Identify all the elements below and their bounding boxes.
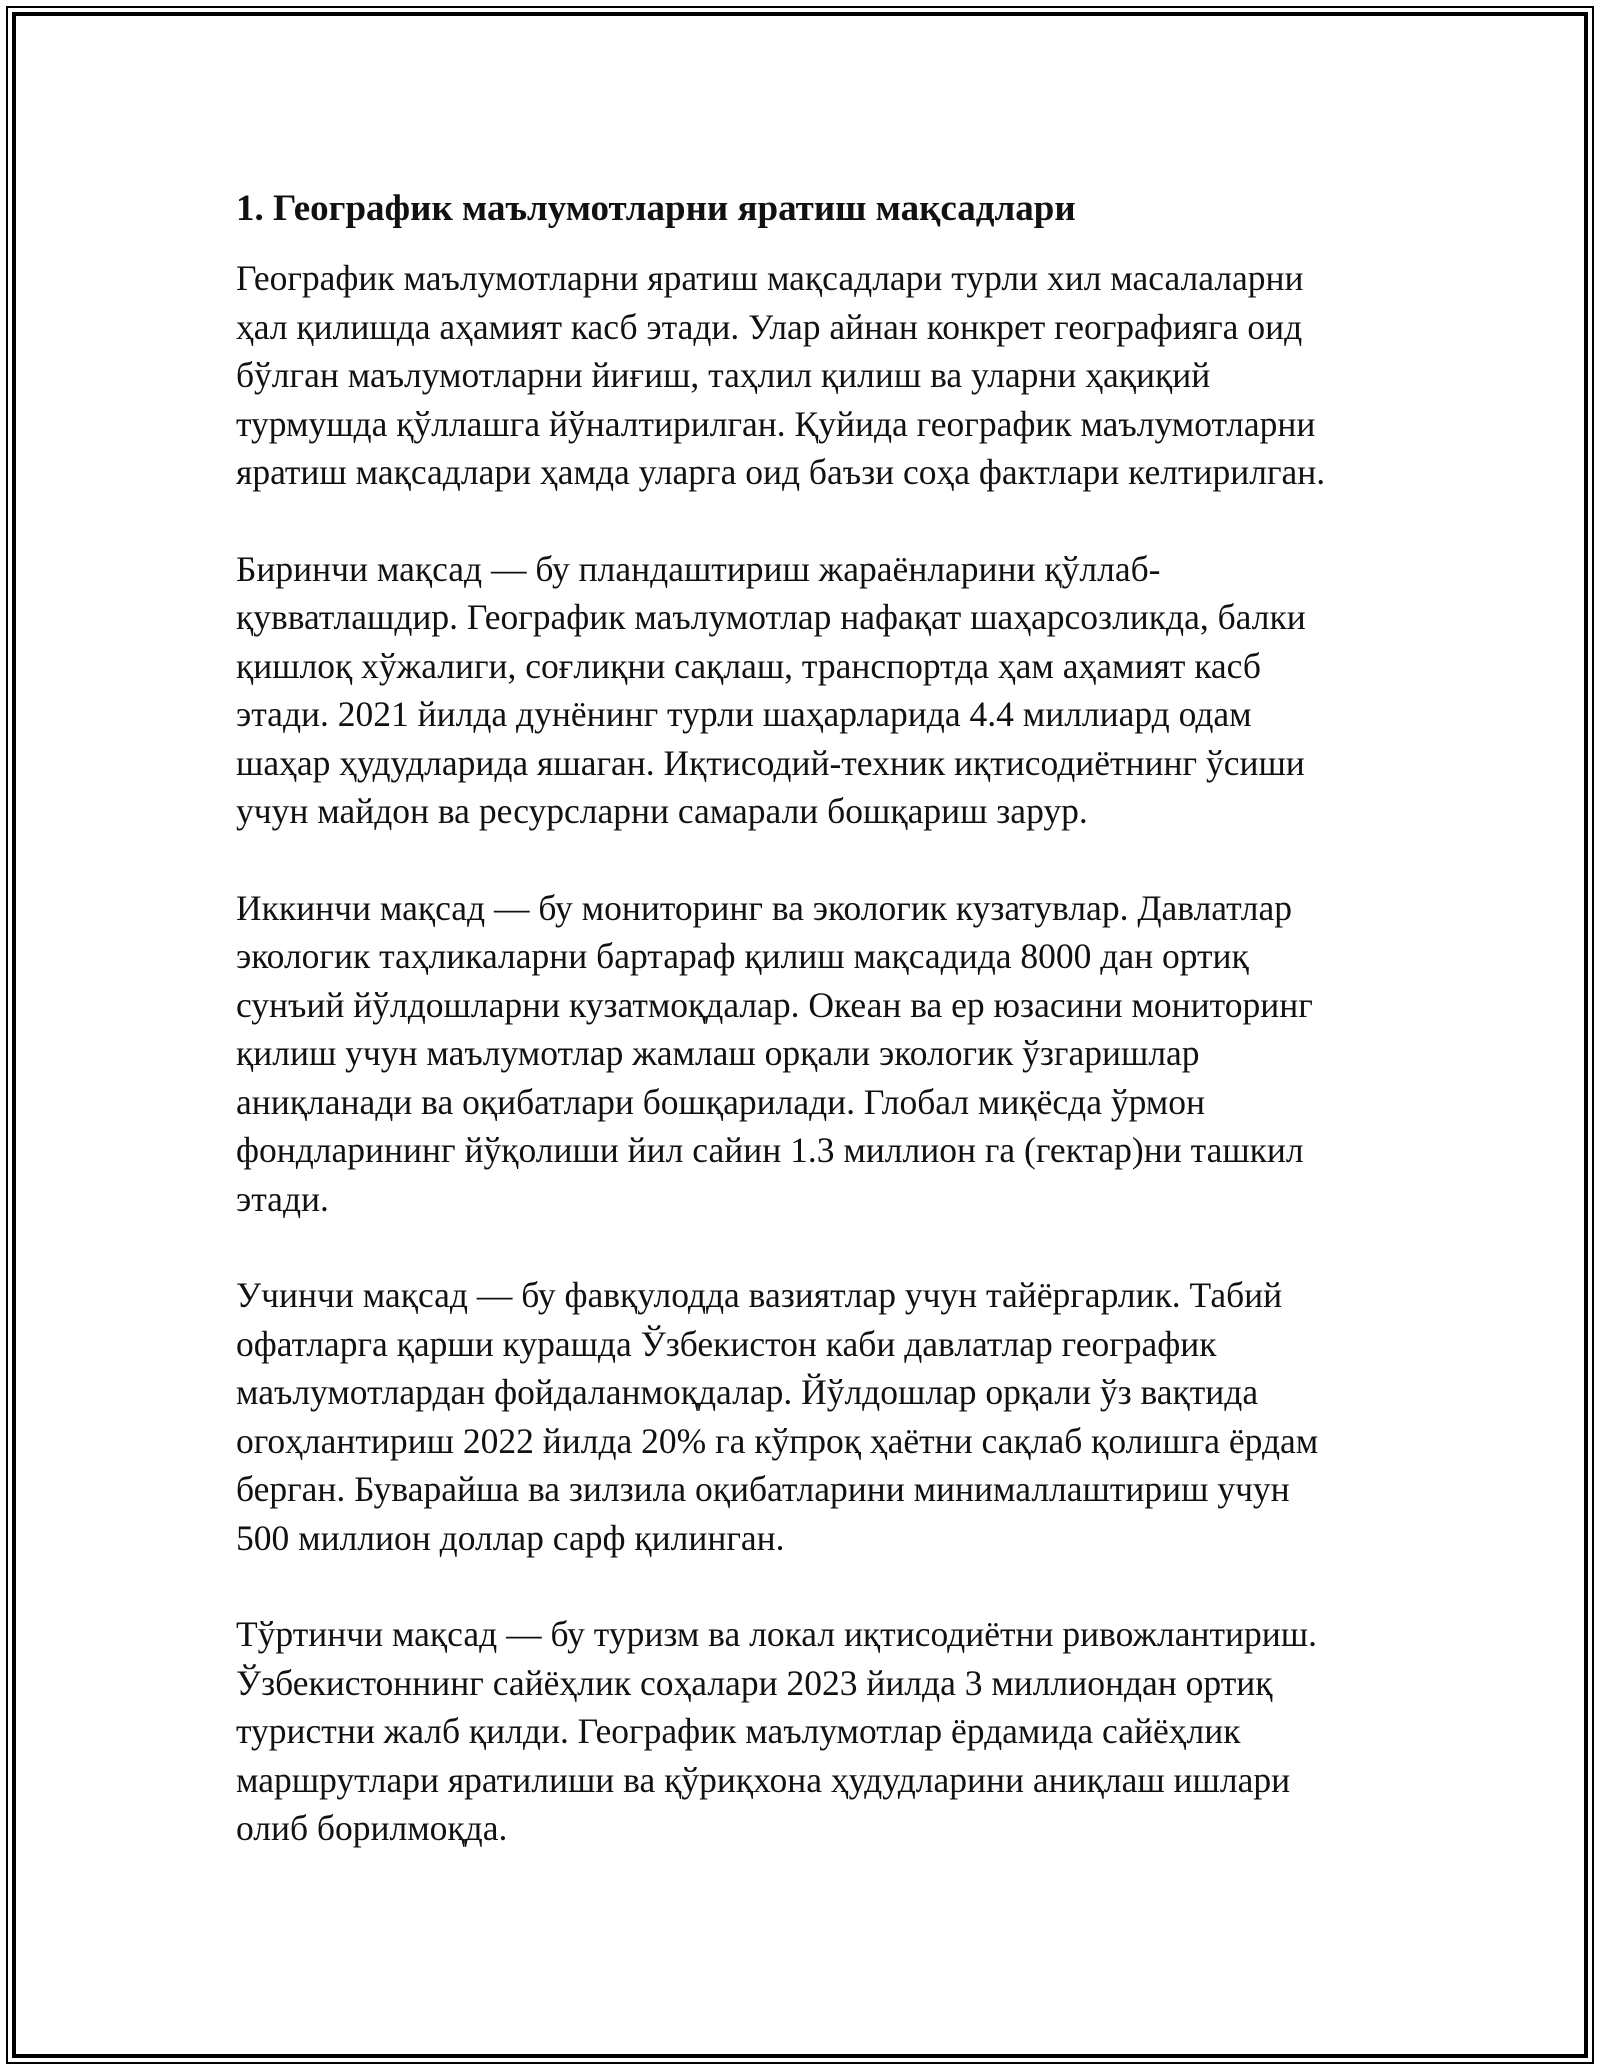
text-line: туристни жалб қилди. Географик маълумотлар ёрдамида сайёҳлик xyxy=(236,1711,1241,1751)
text-line: Биринчи мақсад — бу пландаштириш жараёнларини қўллаб- xyxy=(236,548,1161,589)
text-line: қишлоқ хўжалиги, соғлиқни сақлаш, транспортда ҳам аҳамият касб xyxy=(236,645,1261,686)
text-line: этади. 2021 йилда дунёнинг турли шаҳарларида 4.4 миллиард одам xyxy=(236,694,1252,734)
paragraph-third-goal xyxy=(236,1271,1386,1562)
text-line: этади. xyxy=(236,1178,329,1219)
text-line: яратиш мақсадлари ҳамда уларга оид баъзи соҳа фактлари келтирилган. xyxy=(236,452,1326,492)
text-line: фондларининг йўқолиши йил сайин 1.3 миллион га (гектар)ни ташкил xyxy=(236,1130,1304,1170)
text-line: Ўзбекистоннинг сайёҳлик соҳалари 2023 йилда 3 миллиондан ортиқ xyxy=(236,1662,1273,1703)
text-line: сунъий йўлдошларни кузатмоқдалар. Океан ва ер юзасини мониторинг xyxy=(236,984,1313,1025)
text-line: турмушда қўллашга йўналтирилган. Қуйида географик маълумотларни xyxy=(236,403,1316,444)
text-line: 500 миллион доллар сарф қилинган. xyxy=(236,1517,785,1558)
paragraph-first-goal xyxy=(236,545,1386,836)
text-line: олиб борилмоқда. xyxy=(236,1808,508,1848)
text-line: берган. Буварайша ва зилзила оқибатларини минималлаштириш учун xyxy=(236,1469,1290,1509)
text-line: Тўртинчи мақсад — бу туризм ва локал иқтисодиётни ривожлантириш. xyxy=(236,1614,1317,1654)
section-heading: 1. Географик маълумотларни яратиш мақсадлари xyxy=(236,188,1076,229)
text-line: аниқланади ва оқибатлари бошқарилади. Глобал миқёсда ўрмон xyxy=(236,1081,1206,1122)
text-line: экологик таҳликаларни бартараф қилиш мақсадида 8000 дан ортиқ xyxy=(236,936,1249,976)
text-line: огоҳлантириш 2022 йилда 20% га кўпроқ ҳаётни сақлаб қолишга ёрдам xyxy=(236,1420,1319,1461)
text-line: шаҳар ҳудудларида яшаган. Иқтисодий-техник иқтисодиётнинг ўсиши xyxy=(236,742,1305,783)
text-line: учун майдон ва ресурсларни самарали бошқариш зарур. xyxy=(236,791,1088,831)
paragraph-fourth-goal xyxy=(236,1610,1386,1853)
text-line: Иккинчи мақсад — бу мониторинг ва экологик кузатувлар. Давлатлар xyxy=(236,887,1292,928)
document-body xyxy=(236,186,1386,1901)
text-line: офатларга қарши курашда Ўзбекистон каби давлатлар географик xyxy=(236,1323,1217,1364)
paragraph-intro xyxy=(236,254,1386,497)
text-line: қувватлашдир. Географик маълумотлар нафақат шаҳарсозликда, балки xyxy=(236,597,1306,637)
text-line: маълумотлардан фойдаланмоқдалар. Йўлдошлар орқали ўз вақтида xyxy=(236,1372,1259,1412)
text-line: қилиш учун маълумотлар жамлаш орқали экологик ўзгаришлар xyxy=(236,1033,1200,1073)
text-line: Географик маълумотларни яратиш мақсадлари турли хил масалаларни xyxy=(236,258,1304,298)
text-line: Учинчи мақсад — бу фавқулодда вазиятлар учун тайёргарлик. Табий xyxy=(236,1275,1283,1315)
text-line: ҳал қилишда аҳамият касб этади. Улар айнан конкрет географияга оид xyxy=(236,306,1303,347)
text-line: маршрутлари яратилиши ва қўриқхона ҳудудларини аниқлаш ишлари xyxy=(236,1759,1291,1800)
paragraph-second-goal xyxy=(236,884,1386,1224)
text-line: бўлган маълумотларни йиғиш, таҳлил қилиш ва уларни ҳақиқий xyxy=(236,355,1211,395)
